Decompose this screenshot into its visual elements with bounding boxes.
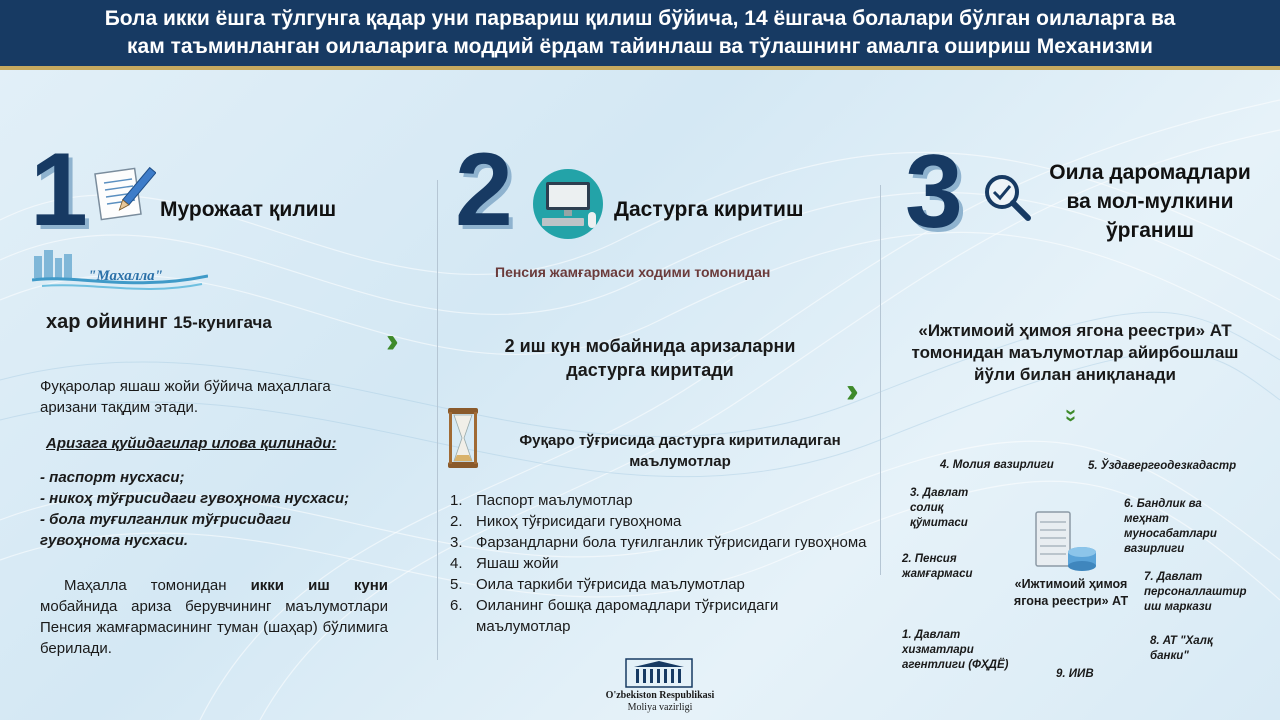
agency-9: 9. ИИВ xyxy=(1056,668,1094,680)
list-item-number: 1. xyxy=(450,492,463,509)
chevron-down-icon: ›› xyxy=(1060,408,1083,423)
list-item-number: 2. xyxy=(450,513,463,530)
list-item-text: Паспорт маълумотлар xyxy=(476,492,633,509)
agency-1: 1. Давлат хизматлари агентлиги (ФҲДЁ) xyxy=(902,629,1009,671)
step-3-description: «Ижтимоий ҳимоя ягона реестри» АТ томонидан маълумотлар айирбошлаш йўли билан аниқланади xyxy=(911,321,1239,384)
step-3-title-line: Оила даромадлари xyxy=(1049,161,1251,184)
step-3-title xyxy=(1040,158,1260,245)
list-item xyxy=(450,532,870,553)
notepad-pencil-icon xyxy=(94,163,156,221)
header-bar xyxy=(0,0,1280,70)
deadline-rest: 15-кунигача xyxy=(173,313,272,332)
attachment-item: - бола туғилганлик тўғрисидаги гувоҳнома нусхаси. xyxy=(40,511,292,549)
list-item-number: 4. xyxy=(450,555,463,572)
step-2-number: 2 xyxy=(455,132,513,248)
footer-org-name xyxy=(560,690,760,714)
step-1-title: Мурожаат қилиш xyxy=(160,198,337,221)
agency-4: 4. Молия вазирлиги xyxy=(940,459,1054,471)
attachment-item: - никоҳ тўғрисидаги гувоҳнома нусхаси; xyxy=(40,490,350,507)
title-line-2: кам таъминланган оилаларига моддий ёрдам тайинлаш ва тўлашнинг амалга ошириш Механизми xyxy=(127,35,1153,58)
magnifier-check-icon xyxy=(982,172,1032,222)
step-1-para-2 xyxy=(40,575,388,659)
step-3-title-line: ўрганиш xyxy=(1105,219,1195,242)
list-item xyxy=(450,595,870,637)
list-item-text: Никоҳ тўғрисидаги гувоҳнома xyxy=(476,513,682,530)
hourglass-icon xyxy=(446,408,480,468)
list-item-text: Оиланинг бошқа даромадлари тўғрисидаги маълумотлар xyxy=(476,597,779,635)
attachment-item: - паспорт нусхаси; xyxy=(40,469,185,486)
list-item-text: Фарзандларни бола туғилганлик тўғрисидаги гувоҳнома xyxy=(476,534,867,551)
para2-part-a: Маҳалла томонидан xyxy=(64,577,227,594)
agency-2: 2. Пенсия жамғармаси xyxy=(902,553,973,580)
agency-3: 3. Давлат солиқ қўмитаси xyxy=(910,487,969,529)
step-1-number: 1 xyxy=(30,132,88,248)
chevron-right-icon: ›› xyxy=(846,372,849,410)
list-item-text: Оила таркиби тўғрисида маълумотлар xyxy=(476,576,745,593)
step-3-number: 3 xyxy=(905,134,963,250)
chevron-right-icon: ›› xyxy=(386,322,389,360)
server-icon xyxy=(1030,508,1100,576)
agency-8: 8. АТ "Халқ банки" xyxy=(1150,635,1213,662)
list-item-number: 5. xyxy=(450,576,463,593)
list-item xyxy=(450,511,870,532)
building-logo-icon xyxy=(624,657,694,689)
step-2-deadline: 2 иш кун мобайнида аризаларни дастурга киритади xyxy=(504,336,796,380)
list-item xyxy=(450,553,870,574)
step-3-title-line: ва мол-мулкини xyxy=(1066,190,1234,213)
computer-icon xyxy=(530,168,606,240)
para2-part-c: мобайнида ариза берувчининг маълумотлари Пенсия жамғармасининг туман (шаҳар) бўлимига берилади. xyxy=(40,598,388,657)
step-1-para-1: Фуқаролар яшаш жойи бўйича маҳаллага аризани тақдим этади. xyxy=(40,378,331,416)
column-divider-2 xyxy=(880,185,881,575)
step-2-title: Дастурга киритиш xyxy=(614,198,804,221)
para2-part-b: икки иш куни xyxy=(250,577,388,594)
deadline-bold: хар ойининг xyxy=(46,311,168,333)
agency-6: 6. Бандлик ва меҳнат муносабатлари вазирлиги xyxy=(1124,498,1217,555)
attachments-heading: Аризага қуйидагилар илова қилинади: xyxy=(46,435,337,452)
title-line-1: Бола икки ёшга тўлгунга қадар уни парвариш қилиш бўйича, 14 ёшгача болалари бўлган оилаларга ва xyxy=(104,7,1176,30)
step-2-subtitle: Пенсия жамғармаси ходими томонидан xyxy=(495,264,771,280)
step-2-data-list xyxy=(450,490,870,637)
list-item-number: 3. xyxy=(450,534,463,551)
list-item-text: Яшаш жойи xyxy=(476,555,559,572)
column-divider-1 xyxy=(437,180,438,660)
agency-5: 5. Ўздавергеодезкадастр xyxy=(1088,460,1237,472)
mahalla-logo-text: "Махалла" xyxy=(88,268,163,284)
footer-line-2: Moliya vazirligi xyxy=(627,702,693,713)
step-1-deadline xyxy=(46,310,272,335)
step-2-list-heading: Фуқаро тўғрисида дастурга киритиладиган маълумотлар xyxy=(519,432,841,470)
footer-line-1: O'zbekiston Respublikasi xyxy=(605,690,715,701)
registry-center-label: «Ижтимоий ҳимоя ягона реестри» АТ xyxy=(1013,577,1129,608)
list-item xyxy=(450,574,870,595)
list-item-number: 6. xyxy=(450,597,463,614)
agency-7: 7. Давлат персоналлаштир иш маркази xyxy=(1144,571,1247,613)
list-item xyxy=(450,490,870,511)
page-title xyxy=(10,5,1270,61)
